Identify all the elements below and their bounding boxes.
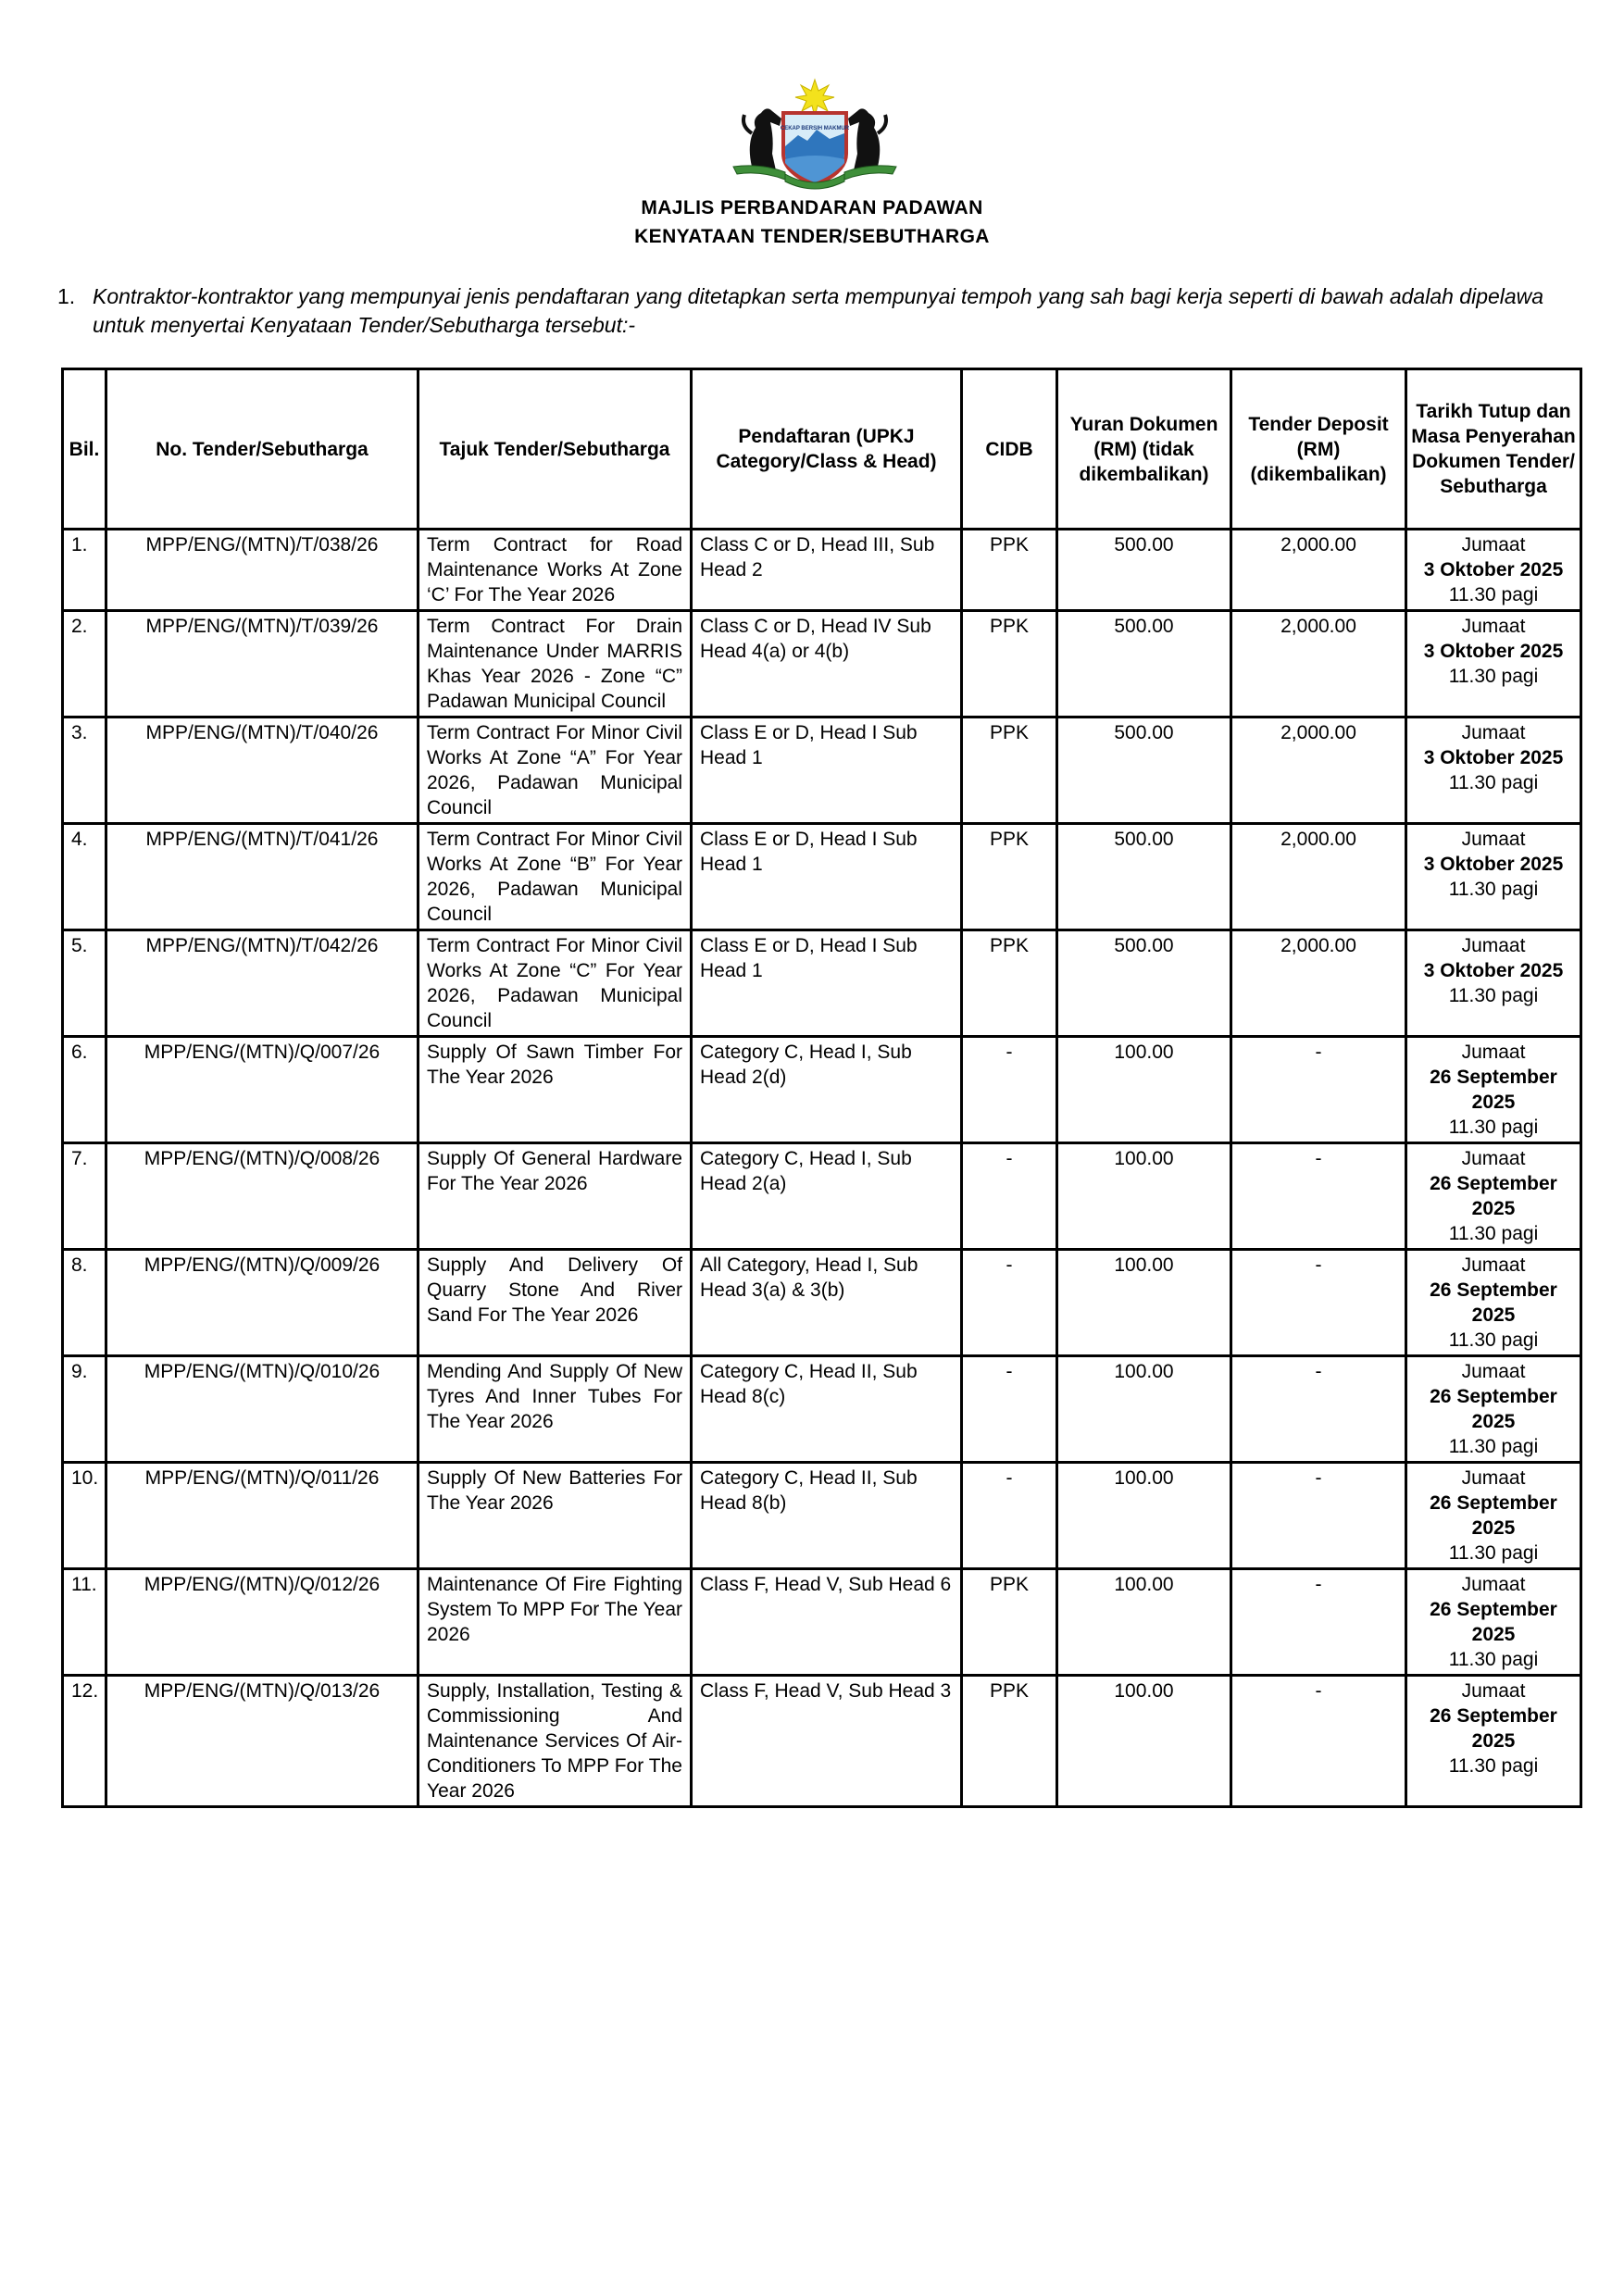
cell-tender-deposit: 2,000.00 <box>1231 824 1406 930</box>
closing-day: Jumaat <box>1461 616 1526 637</box>
table-row <box>63 1143 1581 1250</box>
closing-day: Jumaat <box>1461 935 1526 956</box>
cell-cidb: PPK <box>962 611 1057 718</box>
cell-document-fee: 500.00 <box>1057 930 1231 1037</box>
cell-tender-no: MPP/ENG/(MTN)/T/040/26 <box>106 718 418 824</box>
cell-document-fee: 100.00 <box>1057 1676 1231 1807</box>
header-document-fee: Yuran Dokumen (RM) (tidak dikembalikan) <box>1057 369 1231 530</box>
cell-registration: Class C or D, Head III, Sub Head 2 <box>692 530 962 611</box>
cell-registration: Class C or D, Head IV Sub Head 4(a) or 4(b) <box>692 611 962 718</box>
cell-bil: 8. <box>63 1250 106 1356</box>
cell-title: Supply And Delivery Of Quarry Stone And River Sand For The Year 2026 <box>418 1250 692 1356</box>
cell-tender-no: MPP/ENG/(MTN)/Q/011/26 <box>106 1463 418 1569</box>
cell-cidb: PPK <box>962 824 1057 930</box>
header-tender-deposit: Tender Deposit (RM) (dikembalikan) <box>1231 369 1406 530</box>
cell-title: Term Contract For Drain Maintenance Under MARRIS Khas Year 2026 - Zone “C” Padawan Municipal Council <box>418 611 692 718</box>
closing-day: Jumaat <box>1461 1680 1526 1702</box>
cell-closing-date <box>1406 1569 1581 1676</box>
closing-time: 11.30 pagi <box>1448 1436 1539 1457</box>
cell-bil: 2. <box>63 611 106 718</box>
closing-time: 11.30 pagi <box>1448 1117 1539 1138</box>
intro-text: Kontraktor-kontraktor yang mempunyai jenis pendaftaran yang ditetapkan serta mempunyai tempoh yang sah bagi kerja seperti di bawah adalah dipelawa untuk menyertai Kenyataan Tender/Sebutharga tersebut:- <box>93 284 1544 337</box>
table-row <box>63 1569 1581 1676</box>
closing-date: 3 Oktober 2025 <box>1423 960 1564 981</box>
table-row <box>63 930 1581 1037</box>
closing-day: Jumaat <box>1461 829 1526 850</box>
cell-registration: Class F, Head V, Sub Head 3 <box>692 1676 962 1807</box>
cell-registration: Category C, Head II, Sub Head 8(c) <box>692 1356 962 1463</box>
cell-bil: 3. <box>63 718 106 824</box>
cell-title: Term Contract For Minor Civil Works At Zone “B” For Year 2026, Padawan Municipal Council <box>418 824 692 930</box>
header-cidb: CIDB <box>962 369 1057 530</box>
cell-tender-no: MPP/ENG/(MTN)/T/039/26 <box>106 611 418 718</box>
cell-tender-no: MPP/ENG/(MTN)/Q/008/26 <box>106 1143 418 1250</box>
cell-tender-deposit: - <box>1231 1356 1406 1463</box>
cell-closing-date <box>1406 1143 1581 1250</box>
cell-registration: Class E or D, Head I Sub Head 1 <box>692 930 962 1037</box>
cell-tender-deposit: 2,000.00 <box>1231 930 1406 1037</box>
cell-closing-date <box>1406 530 1581 611</box>
closing-date: 26 September 2025 <box>1430 1173 1557 1219</box>
cell-tender-no: MPP/ENG/(MTN)/Q/009/26 <box>106 1250 418 1356</box>
cell-document-fee: 500.00 <box>1057 718 1231 824</box>
cell-tender-deposit: - <box>1231 1250 1406 1356</box>
cell-document-fee: 500.00 <box>1057 611 1231 718</box>
table-row <box>63 1463 1581 1569</box>
cell-bil: 4. <box>63 824 106 930</box>
cell-document-fee: 100.00 <box>1057 1143 1231 1250</box>
header-bil: Bil. <box>63 369 106 530</box>
cell-registration: Category C, Head I, Sub Head 2(d) <box>692 1037 962 1143</box>
closing-time: 11.30 pagi <box>1448 985 1539 1006</box>
cell-tender-deposit: 2,000.00 <box>1231 530 1406 611</box>
table-header-row <box>63 369 1581 530</box>
cell-registration: Class F, Head V, Sub Head 6 <box>692 1569 962 1676</box>
cell-cidb: PPK <box>962 718 1057 824</box>
header-closing-date: Tarikh Tutup dan Masa Penyerahan Dokumen Tender/ Sebutharga <box>1406 369 1581 530</box>
table-row <box>63 824 1581 930</box>
cell-closing-date <box>1406 1356 1581 1463</box>
cat-supporter-left-icon <box>743 108 781 170</box>
table-row <box>63 611 1581 718</box>
closing-day: Jumaat <box>1461 1042 1526 1063</box>
cell-cidb: - <box>962 1143 1057 1250</box>
table-row <box>63 530 1581 611</box>
cell-title: Term Contract For Minor Civil Works At Zone “C” For Year 2026, Padawan Municipal Council <box>418 930 692 1037</box>
cell-closing-date <box>1406 1037 1581 1143</box>
cell-cidb: - <box>962 1463 1057 1569</box>
closing-date: 3 Oktober 2025 <box>1423 747 1564 768</box>
closing-day: Jumaat <box>1461 1148 1526 1169</box>
cell-title: Supply Of Sawn Timber For The Year 2026 <box>418 1037 692 1143</box>
table-row <box>63 1676 1581 1807</box>
cell-cidb: PPK <box>962 1569 1057 1676</box>
cell-tender-no: MPP/ENG/(MTN)/T/038/26 <box>106 530 418 611</box>
cell-tender-deposit: 2,000.00 <box>1231 718 1406 824</box>
cell-document-fee: 100.00 <box>1057 1250 1231 1356</box>
cell-bil: 10. <box>63 1463 106 1569</box>
cell-bil: 7. <box>63 1143 106 1250</box>
closing-time: 11.30 pagi <box>1448 1329 1539 1351</box>
cell-tender-deposit: - <box>1231 1143 1406 1250</box>
shield-icon <box>781 111 850 187</box>
cell-tender-no: MPP/ENG/(MTN)/T/041/26 <box>106 824 418 930</box>
cell-tender-no: MPP/ENG/(MTN)/Q/007/26 <box>106 1037 418 1143</box>
closing-date: 26 September 2025 <box>1430 1705 1557 1752</box>
cell-closing-date <box>1406 1463 1581 1569</box>
cell-tender-no: MPP/ENG/(MTN)/Q/010/26 <box>106 1356 418 1463</box>
closing-date: 26 September 2025 <box>1430 1599 1557 1645</box>
cell-cidb: - <box>962 1250 1057 1356</box>
closing-date: 26 September 2025 <box>1430 1279 1557 1326</box>
closing-time: 11.30 pagi <box>1448 1223 1539 1244</box>
header-title: Tajuk Tender/Sebutharga <box>418 369 692 530</box>
cell-tender-no: MPP/ENG/(MTN)/Q/012/26 <box>106 1569 418 1676</box>
cell-document-fee: 100.00 <box>1057 1569 1231 1676</box>
cell-registration: Category C, Head II, Sub Head 8(b) <box>692 1463 962 1569</box>
cell-tender-deposit: - <box>1231 1676 1406 1807</box>
closing-day: Jumaat <box>1461 1467 1526 1489</box>
cell-document-fee: 100.00 <box>1057 1463 1231 1569</box>
cell-closing-date <box>1406 824 1581 930</box>
cell-title: Term Contract for Road Maintenance Works At Zone ‘C’ For The Year 2026 <box>418 530 692 611</box>
cell-closing-date <box>1406 718 1581 824</box>
cell-bil: 6. <box>63 1037 106 1143</box>
header-registration: Pendaftaran (UPKJ Category/Class & Head) <box>692 369 962 530</box>
cell-document-fee: 500.00 <box>1057 824 1231 930</box>
cell-tender-deposit: 2,000.00 <box>1231 611 1406 718</box>
cell-closing-date <box>1406 930 1581 1037</box>
cell-closing-date <box>1406 611 1581 718</box>
cell-title: Maintenance Of Fire Fighting System To MPP For The Year 2026 <box>418 1569 692 1676</box>
closing-date: 3 Oktober 2025 <box>1423 854 1564 875</box>
closing-time: 11.30 pagi <box>1448 666 1539 687</box>
table-row <box>63 1037 1581 1143</box>
closing-date: 3 Oktober 2025 <box>1423 559 1564 580</box>
closing-time: 11.30 pagi <box>1448 879 1539 900</box>
cell-bil: 1. <box>63 530 106 611</box>
cell-registration: All Category, Head I, Sub Head 3(a) & 3(b) <box>692 1250 962 1356</box>
closing-date: 26 September 2025 <box>1430 1067 1557 1113</box>
cell-registration: Class E or D, Head I Sub Head 1 <box>692 824 962 930</box>
cell-document-fee: 100.00 <box>1057 1037 1231 1143</box>
closing-date: 3 Oktober 2025 <box>1423 641 1564 662</box>
cell-title: Supply, Installation, Testing & Commissioning And Maintenance Services Of Air-Conditioners To MPP For The Year 2026 <box>418 1676 692 1807</box>
cell-closing-date <box>1406 1250 1581 1356</box>
closing-date: 26 September 2025 <box>1430 1492 1557 1539</box>
closing-time: 11.30 pagi <box>1448 1542 1539 1564</box>
tender-table <box>61 368 1582 1808</box>
closing-day: Jumaat <box>1461 1361 1526 1382</box>
cell-cidb: - <box>962 1037 1057 1143</box>
cell-registration: Class E or D, Head I Sub Head 1 <box>692 718 962 824</box>
table-row <box>63 1356 1581 1463</box>
closing-time: 11.30 pagi <box>1448 1649 1539 1670</box>
cell-title: Supply Of General Hardware For The Year 2026 <box>418 1143 692 1250</box>
cell-title: Term Contract For Minor Civil Works At Zone “A” For Year 2026, Padawan Municipal Council <box>418 718 692 824</box>
closing-time: 11.30 pagi <box>1448 584 1539 605</box>
cell-cidb: PPK <box>962 930 1057 1037</box>
cell-tender-deposit: - <box>1231 1037 1406 1143</box>
svg-text:CEKAP BERSIH MAKMUR: CEKAP BERSIH MAKMUR <box>780 126 850 131</box>
cell-bil: 9. <box>63 1356 106 1463</box>
cell-tender-deposit: - <box>1231 1569 1406 1676</box>
cell-bil: 12. <box>63 1676 106 1807</box>
closing-day: Jumaat <box>1461 722 1526 743</box>
header-tender-no: No. Tender/Sebutharga <box>106 369 418 530</box>
closing-time: 11.30 pagi <box>1448 772 1539 793</box>
cell-title: Mending And Supply Of New Tyres And Inner Tubes For The Year 2026 <box>418 1356 692 1463</box>
cell-cidb: PPK <box>962 1676 1057 1807</box>
cell-cidb: - <box>962 1356 1057 1463</box>
closing-day: Jumaat <box>1461 1254 1526 1276</box>
cell-bil: 11. <box>63 1569 106 1676</box>
intro-paragraph <box>57 282 1576 340</box>
cat-supporter-right-icon <box>848 108 886 170</box>
cell-tender-no: MPP/ENG/(MTN)/T/042/26 <box>106 930 418 1037</box>
cell-title: Supply Of New Batteries For The Year 2026 <box>418 1463 692 1569</box>
cell-closing-date <box>1406 1676 1581 1807</box>
table-row <box>63 1250 1581 1356</box>
intro-number: 1. <box>57 284 76 308</box>
document-title: KENYATAAN TENDER/SEBUTHARGA <box>634 226 990 247</box>
organization-name: MAJLIS PERBANDARAN PADAWAN <box>641 197 983 218</box>
cell-document-fee: 500.00 <box>1057 530 1231 611</box>
closing-date: 26 September 2025 <box>1430 1386 1557 1432</box>
cell-registration: Category C, Head I, Sub Head 2(a) <box>692 1143 962 1250</box>
council-crest-logo <box>724 78 906 191</box>
cell-bil: 5. <box>63 930 106 1037</box>
cell-cidb: PPK <box>962 530 1057 611</box>
closing-time: 11.30 pagi <box>1448 1755 1539 1777</box>
closing-day: Jumaat <box>1461 1574 1526 1595</box>
cell-document-fee: 100.00 <box>1057 1356 1231 1463</box>
closing-day: Jumaat <box>1461 534 1526 555</box>
table-row <box>63 718 1581 824</box>
cell-tender-deposit: - <box>1231 1463 1406 1569</box>
cell-tender-no: MPP/ENG/(MTN)/Q/013/26 <box>106 1676 418 1807</box>
